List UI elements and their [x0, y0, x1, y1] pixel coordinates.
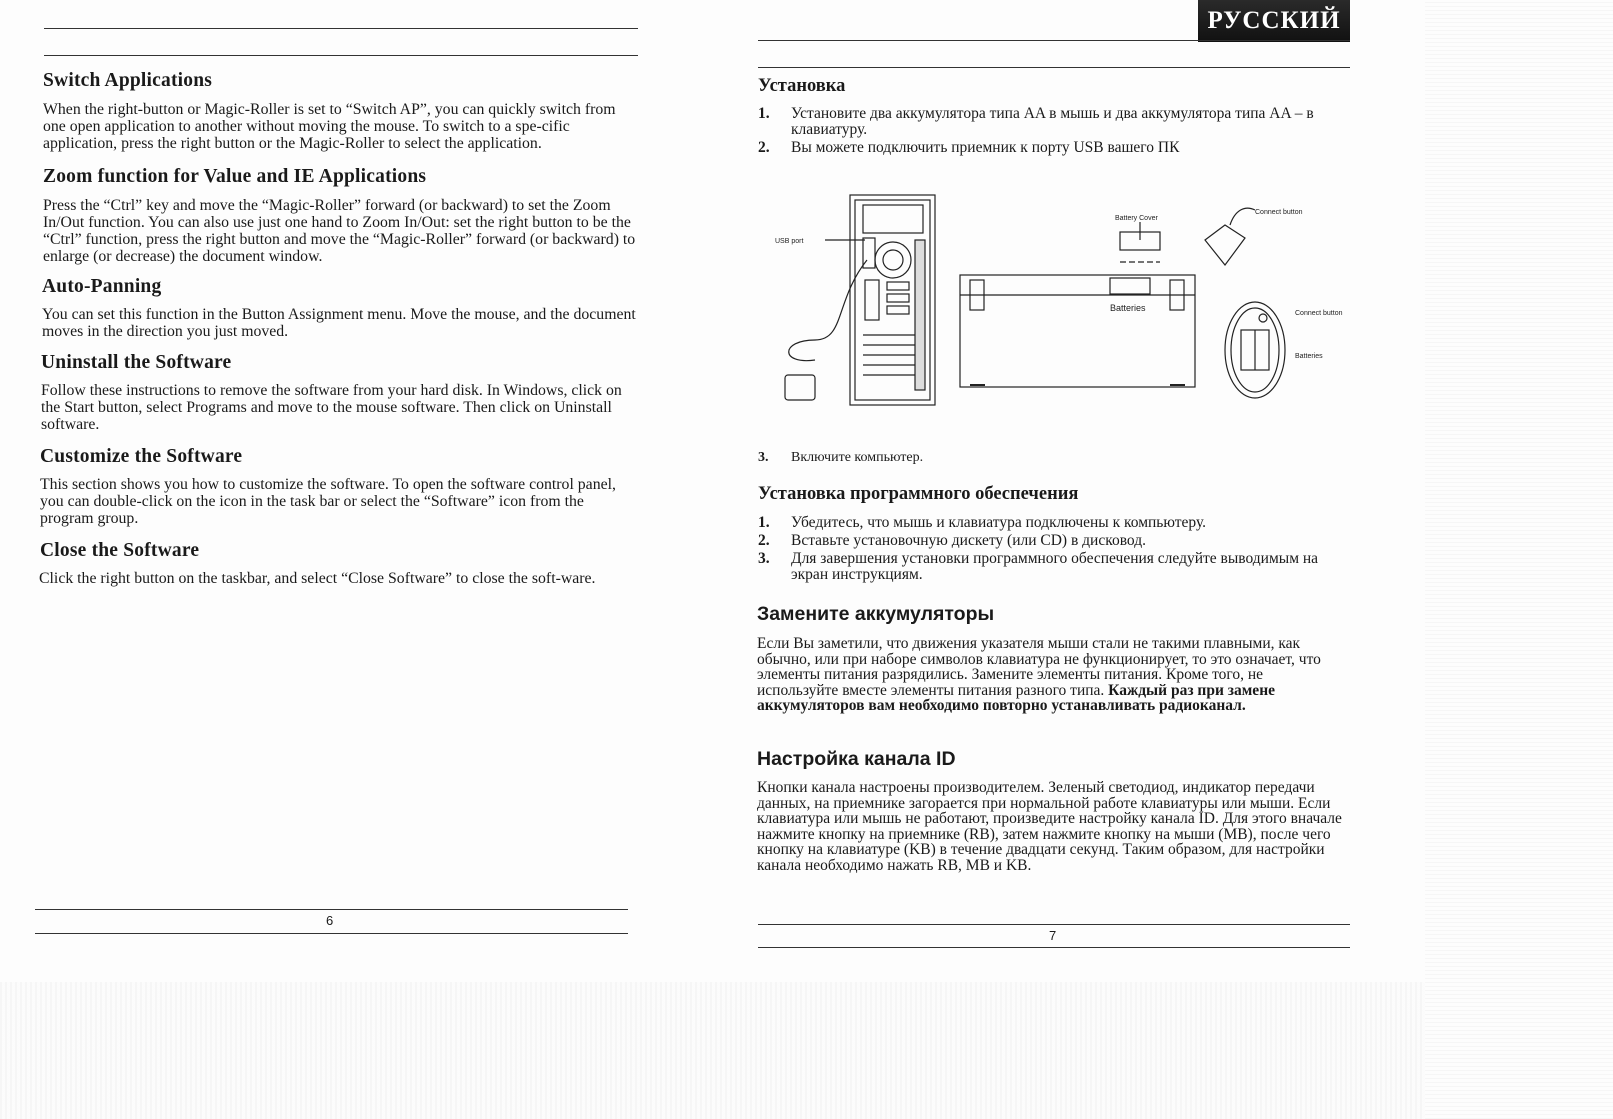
step-number: 2. [758, 532, 770, 549]
section-body: Follow these instructions to remove the software from your hard disk. In Windows, click on the Start button, select Programs and move to the mouse software. Then click on Uninstall software. [41, 382, 622, 433]
install-step-3 [758, 450, 1343, 468]
section-title: Auto-Panning [42, 276, 162, 297]
step-text: Вы можете подключить приемник к порту USB вашего ПК [791, 139, 1180, 156]
step-text: Вставьте установочную дискету (или CD) в дисковод. [791, 532, 1146, 549]
software-steps [758, 515, 1343, 585]
receiver-connect-label: Connect button [1255, 209, 1303, 216]
bottom-rule-2 [35, 933, 628, 934]
list-item [758, 450, 1343, 466]
usb-port-label: USB port [775, 238, 804, 245]
section-title: Zoom function for Value and IE Applications [43, 166, 427, 187]
mouse-illustration [1225, 302, 1285, 398]
top-rule-1 [44, 28, 638, 29]
step-number: 3. [758, 450, 769, 465]
step-number: 3. [758, 550, 770, 567]
page-number: 7 [1049, 928, 1057, 943]
bottom-rule-2 [758, 947, 1350, 948]
section-body: This section shows you how to customize the software. To open the software control panel, you can double-click on the icon in the task bar or select the “Software” icon from the program group. [40, 476, 616, 527]
batteries-body-text: Если Вы заметили, что движения указателя мыши стали не такими плавными, как обычно, или при наборе символов клавиатура не функционирует, то это означает, что элементы питания разрядились. Замените элементы питания. Кроме того, не используйте вместе элементы питания разного типа. [757, 635, 1321, 699]
mouse-connect-label: Connect button [1295, 310, 1343, 317]
step-text: Для завершения установки программного обеспечения следуйте выводимым на экран инструкциям. [791, 550, 1319, 583]
software-title: Установка программного обеспечения [758, 484, 1079, 504]
page-number: 6 [326, 913, 334, 928]
language-tab: РУССКИЙ [1198, 0, 1350, 42]
mouse-batteries-label: Batteries [1295, 353, 1323, 360]
list-item [758, 140, 1343, 156]
top-rule-2 [44, 55, 638, 56]
top-rule-2 [758, 67, 1350, 68]
batteries-body [757, 636, 1347, 714]
step-text: Установите два аккумулятора типа AA в мышь и два аккумулятора типа AA – в клавиатуру. [791, 105, 1314, 138]
section-body: You can set this function in the Button Assignment menu. Move the mouse, and the document moves in the direction you just moved. [42, 306, 636, 340]
section-title: Switch Applications [43, 70, 213, 91]
step-number: 1. [758, 105, 770, 122]
batteries-title: Замените аккумуляторы [757, 603, 995, 625]
scan-margin [1425, 0, 1613, 1119]
channel-body: Кнопки канала настроены производителем. Зеленый светодиод, индикатор передачи данных, на приемнике загорается при нормальной работе клавиатуры или мыши. Если клавиатура или мышь не работают, произведите настройку канала ID. Для этого вначале нажмите кнопку на приемнике (RB), затем нажмите кнопку на мыши (MB), после чего кнопку на клавиатуре (KB) в течение двадцати секунд. Таким образом, для настройки канала необходимо нажать RB, MB и KB. [757, 779, 1342, 874]
receiver-illustration [1205, 208, 1255, 265]
bottom-rule-1 [758, 924, 1350, 925]
pc-tower-illustration [785, 195, 935, 405]
list-item [758, 106, 1343, 138]
keyboard-batteries-label: Batteries [1110, 303, 1146, 313]
step-text: Убедитесь, что мышь и клавиатура подключены к компьютеру. [791, 514, 1207, 531]
step-number: 2. [758, 139, 770, 156]
section-title: Customize the Software [40, 446, 243, 467]
section-title: Close the Software [40, 540, 200, 561]
channel-title: Настройка канала ID [757, 748, 956, 770]
install-title: Установка [758, 76, 846, 96]
section-title: Uninstall the Software [41, 352, 232, 373]
battery-cover-label: Battery Cover [1115, 215, 1158, 222]
keyboard-illustration [960, 275, 1195, 387]
list-item [758, 515, 1343, 531]
install-figure [775, 190, 1343, 425]
step-number: 1. [758, 514, 770, 531]
list-item [758, 551, 1343, 583]
top-rule-1 [758, 40, 1350, 41]
scan-background [0, 982, 1613, 1119]
section-body: When the right-button or Magic-Roller is set to “Switch AP”, you can quickly switch from one open application to another without moving the mouse. To switch to a spe-cific application, press the right button or the Magic-Roller to select the application. [43, 101, 616, 152]
section-body: Click the right button on the taskbar, and select “Close Software” to close the soft-ware. [39, 570, 596, 587]
list-item [758, 533, 1343, 549]
section-body: Press the “Ctrl” key and move the “Magic-Roller” forward (or backward) to set the Zoom In/Out function. You can also use just one hand to Zoom In/Out: set the right button to be the “Ctrl” function, press the right button and move the “Magic-Roller” forward (or backward) to enlarge (or decrease) the document window. [43, 197, 636, 265]
batteries-body-bold: Каждый раз при замене аккумуляторов вам необходимо повторно устанавливать радиоканал. [757, 681, 1276, 714]
install-steps [758, 106, 1343, 158]
bottom-rule-1 [35, 909, 628, 910]
step-text: Включите компьютер. [791, 450, 924, 465]
battery-cover-illustration [1120, 222, 1160, 262]
